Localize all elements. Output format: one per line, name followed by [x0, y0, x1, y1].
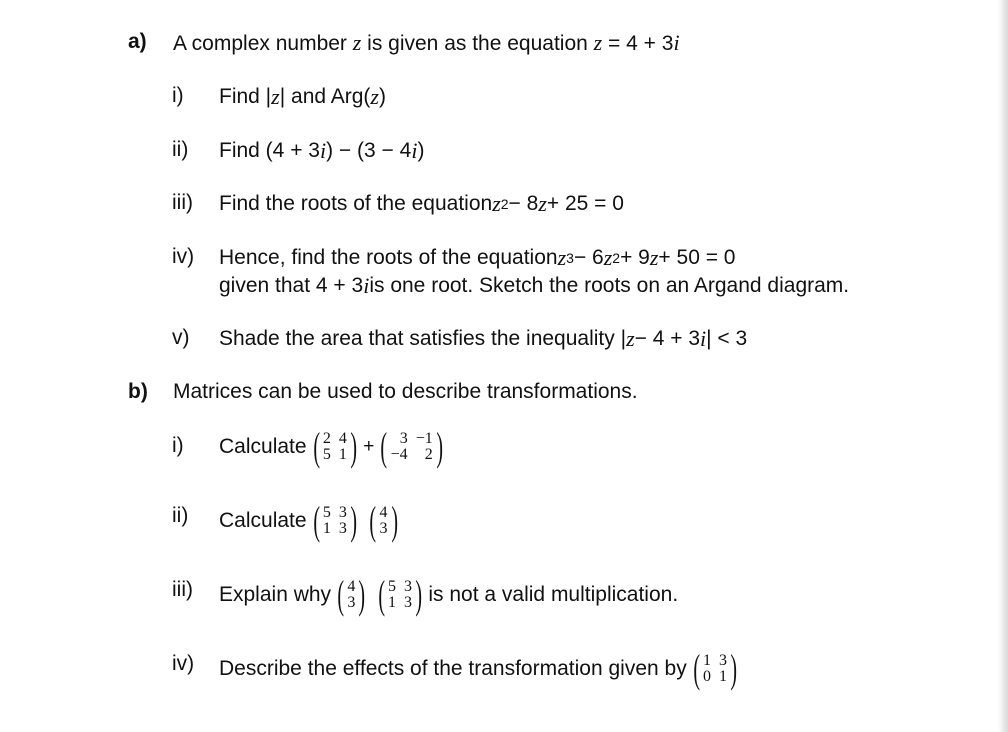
- matrix-1: ( 2 4 5 1 ): [312, 424, 357, 469]
- part-a-intro: A complex number z is given as the equation z = 4 + 3i: [173, 30, 680, 55]
- item-text: Shade the area that satisfies the inequality | z − 4 + 3 i | < 3: [219, 326, 748, 351]
- item-text-line2: given that 4 + 3 i is one root. Sketch the roots on an Argand diagram.: [219, 273, 850, 298]
- item-number: iv): [172, 652, 195, 675]
- matrix-1: ( 1 3 0 1 ): [693, 646, 738, 691]
- item-label: Calculate: [219, 435, 307, 458]
- item-text: [219, 646, 743, 691]
- item-number: ii): [172, 138, 189, 161]
- page-edge-shadow: [998, 0, 1008, 732]
- item-number: v): [172, 326, 190, 349]
- item-number: iii): [172, 191, 193, 214]
- item-label: Describe the effects of the transformation given by: [219, 657, 687, 680]
- item-number: i): [172, 84, 184, 107]
- vector-1: ( 4 3 ): [369, 498, 398, 543]
- vector-1: ( 4 3 ): [337, 572, 366, 617]
- item-number: iii): [172, 578, 193, 601]
- item-label: Explain why: [219, 583, 332, 606]
- item-text: Find | z | and Arg( z ): [219, 84, 386, 109]
- item-number: iv): [172, 245, 195, 268]
- item-text: Hence, find the roots of the equation z 3 − 6 z 2 + 9 z + 50 = 0: [219, 245, 736, 270]
- item-text: Find the roots of the equation z 2 − 8 z + 25 = 0: [219, 191, 624, 216]
- item-text: Find (4 + 3 i ) − (3 − 4 i ): [219, 138, 425, 163]
- item-tail: is not a valid multiplication.: [428, 583, 679, 606]
- item-text: [219, 572, 679, 617]
- item-text: [219, 498, 404, 543]
- item-label: Calculate: [219, 509, 307, 532]
- part-b-label: b): [128, 380, 148, 403]
- matrix-1: ( 5 3 1 3 ): [378, 572, 423, 617]
- item-number: i): [172, 434, 184, 457]
- part-b-intro: Matrices can be used to describe transformations.: [173, 380, 638, 403]
- item-number: ii): [172, 504, 189, 527]
- matrix-1: ( 5 3 1 3 ): [312, 498, 357, 543]
- part-a-label: a): [128, 30, 147, 53]
- item-text: [219, 424, 449, 469]
- matrix-2: ( 3 −1 −4 2 ): [380, 424, 443, 469]
- plus-operator: +: [363, 436, 375, 457]
